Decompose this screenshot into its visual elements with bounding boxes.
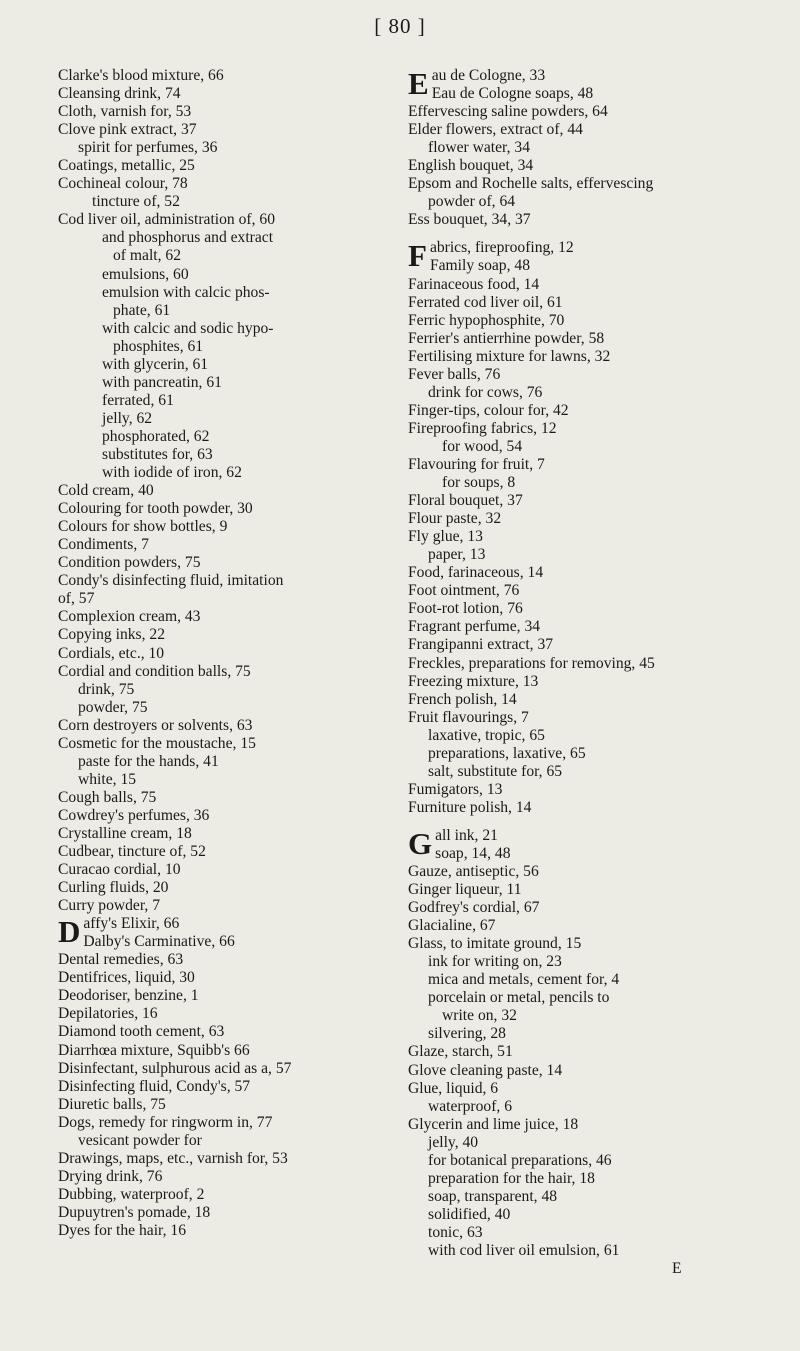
index-entry: Dalby's Carminative, 66 xyxy=(83,933,235,951)
index-entry: Clarke's blood mixture, 66 xyxy=(58,67,224,84)
index-entry: Gauze, antiseptic, 56 xyxy=(408,863,539,881)
section-g-heading xyxy=(408,827,778,863)
index-entry: mica and metals, cement for, 4 xyxy=(428,971,620,989)
index-entry: Eau de Cologne soaps, 48 xyxy=(431,85,594,103)
index-entry: Fumigators, 13 xyxy=(408,780,503,798)
index-column-left xyxy=(58,67,408,1240)
index-entry: Curling fluids, 20 xyxy=(58,879,169,897)
index-entry: with iodide of iron, 62 xyxy=(102,464,242,482)
index-entry: with calcic and sodic hypo- xyxy=(102,319,274,337)
index-entry: English bouquet, 34 xyxy=(408,157,534,175)
index-entry: drink for cows, 76 xyxy=(428,383,543,401)
section-e-entries xyxy=(408,103,778,229)
index-entry: Curry powder, 7 xyxy=(58,897,161,915)
index-entry: Cleansing drink, 74 xyxy=(58,85,181,103)
index-entry: Deodoriser, benzine, 1 xyxy=(58,987,199,1005)
index-entry: with glycerin, 61 xyxy=(102,355,209,373)
index-entry: paper, 13 xyxy=(428,546,486,564)
index-entry: for soups, 8 xyxy=(442,474,516,492)
index-entry: Freckles, preparations for removing, 45 xyxy=(408,654,655,672)
index-entry: Family soap, 48 xyxy=(429,257,530,275)
index-entry: Depilatories, 16 xyxy=(58,1005,158,1023)
index-entry: Food, farinaceous, 14 xyxy=(408,564,544,582)
index-entry: ferrated, 61 xyxy=(102,391,174,409)
index-entry: Elder flowers, extract of, 44 xyxy=(408,121,583,139)
index-entry: Colouring for tooth powder, 30 xyxy=(58,500,253,518)
index-entry: Curacao cordial, 10 xyxy=(58,861,181,879)
index-entry: Finger-tips, colour for, 42 xyxy=(408,401,569,419)
index-entry: Dental remedies, 63 xyxy=(58,951,184,969)
section-c-entries xyxy=(58,67,408,915)
index-entry: Drawings, maps, etc., varnish for, 53 xyxy=(58,1149,288,1167)
index-entry: Farinaceous food, 14 xyxy=(408,275,540,293)
index-entry: affy's Elixir, 66 xyxy=(83,915,180,933)
index-entry: white, 15 xyxy=(78,770,137,788)
index-entry: Freezing mixture, 13 xyxy=(408,672,539,690)
index-entry: spirit for perfumes, 36 xyxy=(78,139,218,157)
index-entry: Diarrhœa mixture, Squibb's 66 xyxy=(58,1041,250,1059)
index-entry: Cowdrey's perfumes, 36 xyxy=(58,806,210,824)
index-entry: Corn destroyers or solvents, 63 xyxy=(58,716,253,734)
index-entry: Ferric hypophosphite, 70 xyxy=(408,311,565,329)
index-entry: paste for the hands, 41 xyxy=(78,752,219,770)
index-entry: ink for writing on, 23 xyxy=(428,953,562,971)
index-entry: salt, substitute for, 65 xyxy=(428,762,563,780)
index-entry: and phosphorus and extract xyxy=(102,229,274,247)
index-entry: Glove cleaning paste, 14 xyxy=(408,1061,563,1079)
index-entry: Copying inks, 22 xyxy=(58,626,166,644)
signature-mark: E xyxy=(672,1260,682,1278)
dropcap-e: E xyxy=(408,67,429,101)
index-entry: Cloth, varnish for, 53 xyxy=(58,103,192,121)
index-entry: Ferrated cod liver oil, 61 xyxy=(408,293,563,311)
index-entry: waterproof, 6 xyxy=(428,1097,512,1115)
section-e-heading xyxy=(408,67,778,103)
index-entry: Effervescing saline powders, 64 xyxy=(408,103,608,121)
index-entry: abrics, fireproofing, 12 xyxy=(429,239,574,257)
index-entry: Disinfecting fluid, Condy's, 57 xyxy=(58,1077,251,1095)
section-f-heading xyxy=(408,239,778,275)
index-entry: emulsions, 60 xyxy=(102,265,189,283)
index-entry: for botanical preparations, 46 xyxy=(428,1151,612,1169)
index-entry: Fever balls, 76 xyxy=(408,365,501,383)
index-entry: vesicant powder for xyxy=(78,1131,202,1149)
index-entry: Flavouring for fruit, 7 xyxy=(408,455,545,473)
index-entry: Flour paste, 32 xyxy=(408,510,502,528)
index-entry: Fly glue, 13 xyxy=(408,528,483,546)
index-entry: Ess bouquet, 34, 37 xyxy=(408,211,531,229)
index-entry: Colours for show bottles, 9 xyxy=(58,518,228,536)
index-entry: drink, 75 xyxy=(78,680,135,698)
section-f-entries xyxy=(408,276,778,817)
index-entry: Glass, to imitate ground, 15 xyxy=(408,935,582,953)
index-entry: soap, transparent, 48 xyxy=(428,1187,558,1205)
index-entry: Condy's disinfecting fluid, imitation xyxy=(58,572,284,590)
index-entry: Cod liver oil, administration of, 60 xyxy=(58,211,275,229)
index-entry: emulsion with calcic phos- xyxy=(102,283,270,301)
dropcap-d: D xyxy=(58,915,81,950)
index-entry: Cordials, etc., 10 xyxy=(58,644,165,662)
index-entry: Glacialine, 67 xyxy=(408,917,496,935)
index-entry: solidified, 40 xyxy=(428,1205,511,1223)
index-entry: tincture of, 52 xyxy=(92,193,180,211)
index-entry: Condiments, 7 xyxy=(58,536,149,554)
index-entry: with pancreatin, 61 xyxy=(102,373,222,391)
index-entry: preparations, laxative, 65 xyxy=(428,744,586,762)
index-entry: Floral bouquet, 37 xyxy=(408,492,523,510)
index-entry: porcelain or metal, pencils to xyxy=(428,989,610,1007)
index-entry: Ferrier's antierrhine powder, 58 xyxy=(408,329,605,347)
index-entry: Ginger liqueur, 11 xyxy=(408,881,522,899)
index-column-right xyxy=(408,67,778,1278)
section-d-entries xyxy=(58,951,408,1240)
index-entry: jelly, 40 xyxy=(428,1133,479,1151)
page-number: [ 80 ] xyxy=(374,14,426,38)
index-entry: Cold cream, 40 xyxy=(58,482,154,500)
index-entry: Dogs, remedy for ringworm in, 77 xyxy=(58,1113,273,1131)
index-entry: Drying drink, 76 xyxy=(58,1167,163,1185)
index-entry: Furniture polish, 14 xyxy=(408,798,532,816)
dropcap-f: F xyxy=(408,239,427,274)
index-entry: Cosmetic for the moustache, 15 xyxy=(58,734,256,752)
index-entry: Dyes for the hair, 16 xyxy=(58,1222,186,1239)
index-entry: phate, 61 xyxy=(113,301,171,319)
index-entry: Disinfectant, sulphurous acid as a, 57 xyxy=(58,1059,292,1077)
index-entry: Glycerin and lime juice, 18 xyxy=(408,1115,579,1133)
index-entry: Complexion cream, 43 xyxy=(58,608,201,626)
index-entry: Dentifrices, liquid, 30 xyxy=(58,969,195,987)
index-entry: of malt, 62 xyxy=(113,247,181,265)
index-entry: French polish, 14 xyxy=(408,690,517,708)
index-entry: Cochineal colour, 78 xyxy=(58,175,188,193)
index-entry: Fruit flavourings, 7 xyxy=(408,708,529,726)
index-entry: phosphites, 61 xyxy=(113,337,204,355)
index-entry: Epsom and Rochelle salts, effervescing xyxy=(408,175,654,193)
index-entry: Foot ointment, 76 xyxy=(408,582,520,600)
index-entry: Cordial and condition balls, 75 xyxy=(58,662,251,680)
index-entry: powder of, 64 xyxy=(428,193,516,211)
index-entry: Glue, liquid, 6 xyxy=(408,1079,499,1097)
index-entry: Glaze, starch, 51 xyxy=(408,1043,513,1061)
index-entry: Fireproofing fabrics, 12 xyxy=(408,419,557,437)
index-entry: for wood, 54 xyxy=(442,437,523,455)
index-entry: Condition powders, 75 xyxy=(58,554,201,572)
index-entry: Frangipanni extract, 37 xyxy=(408,636,554,654)
section-g-entries xyxy=(408,863,778,1260)
index-entry: Dupuytren's pomade, 18 xyxy=(58,1203,211,1221)
index-entry: Foot-rot lotion, 76 xyxy=(408,600,523,618)
index-entry: Dubbing, waterproof, 2 xyxy=(58,1185,205,1203)
index-entry: substitutes for, 63 xyxy=(102,445,213,463)
index-entry: tonic, 63 xyxy=(428,1223,483,1241)
index-entry: Fertilising mixture for lawns, 32 xyxy=(408,347,611,365)
index-entry: of, 57 xyxy=(58,590,95,608)
index-entry: Coatings, metallic, 25 xyxy=(58,157,195,175)
index-entry: Diuretic balls, 75 xyxy=(58,1095,166,1113)
index-entry: powder, 75 xyxy=(78,698,148,716)
index-entry: Crystalline cream, 18 xyxy=(58,824,192,842)
index-entry: Cudbear, tincture of, 52 xyxy=(58,843,206,861)
index-entry: Diamond tooth cement, 63 xyxy=(58,1023,225,1041)
section-d-heading xyxy=(58,915,408,951)
index-entry: phosphorated, 62 xyxy=(102,427,210,445)
dropcap-g: G xyxy=(408,826,433,861)
index-entry: flower water, 34 xyxy=(428,139,530,157)
index-entry: all ink, 21 xyxy=(435,826,498,844)
index-entry: Godfrey's cordial, 67 xyxy=(408,899,540,917)
index-entry: Fragrant perfume, 34 xyxy=(408,618,541,636)
index-entry: preparation for the hair, 18 xyxy=(428,1169,595,1187)
index-entry: laxative, tropic, 65 xyxy=(428,726,545,744)
index-entry: write on, 32 xyxy=(442,1007,517,1025)
index-entry: Cough balls, 75 xyxy=(58,788,157,806)
index-entry: silvering, 28 xyxy=(428,1025,506,1043)
index-entry: au de Cologne, 33 xyxy=(431,67,546,84)
index-entry: with cod liver oil emulsion, 61 xyxy=(428,1242,620,1259)
index-entry: soap, 14, 48 xyxy=(435,844,511,862)
index-entry: jelly, 62 xyxy=(102,409,153,427)
index-entry: Clove pink extract, 37 xyxy=(58,121,197,139)
